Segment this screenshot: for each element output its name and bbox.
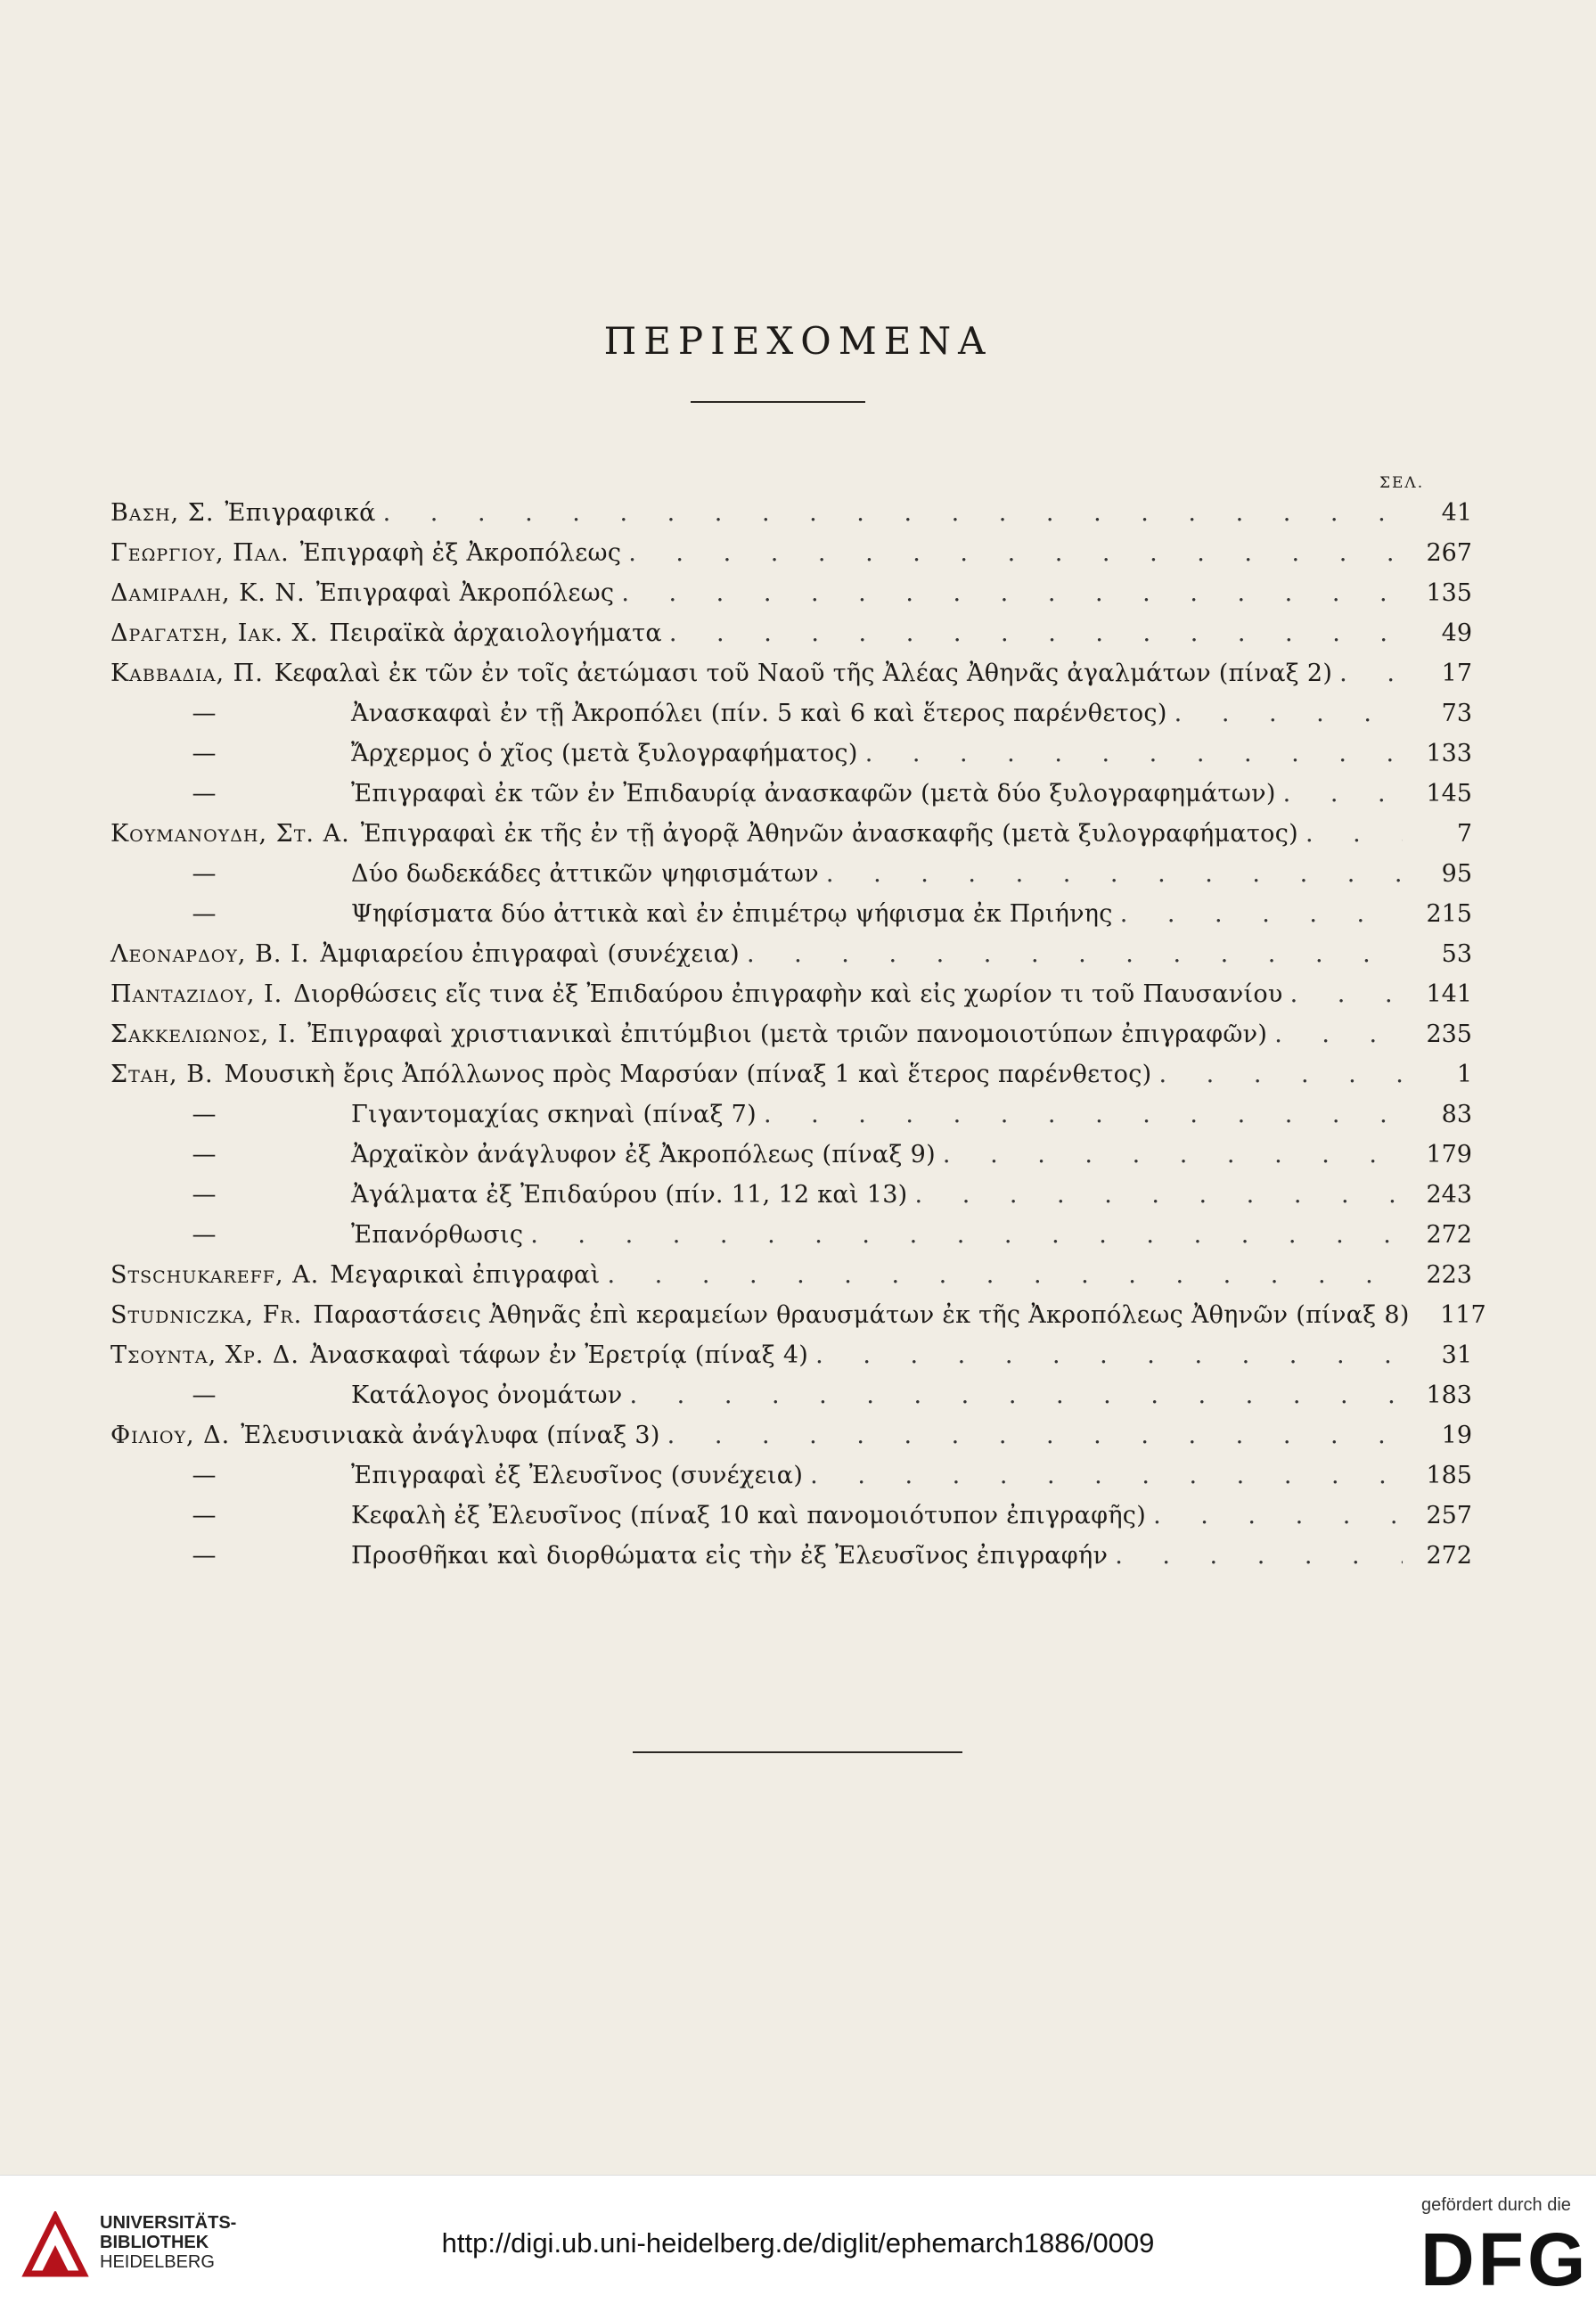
toc-entry	[110, 940, 1472, 980]
toc-author: Stschukareff, Α.	[110, 1261, 320, 1289]
toc-page-number: 267	[1426, 539, 1472, 567]
toc-leader-dots	[943, 1141, 1403, 1168]
toc-entry	[110, 1181, 1472, 1221]
toc-entry	[110, 1061, 1472, 1101]
toc-page-number: 183	[1426, 1381, 1472, 1409]
toc-title: Ἐπιγραφαὶ χριστιανικαὶ ἐπιτύμβιοι (μετὰ τριῶν πανομοιοτύπων ἐπιγραφῶν)	[307, 1021, 1268, 1048]
toc-page-number: 49	[1441, 619, 1472, 647]
toc-author: Τσουντα, Χρ. Δ.	[110, 1341, 299, 1369]
toc-entry	[110, 1301, 1486, 1341]
toc-entry	[110, 619, 1472, 660]
toc-title: Ἐπιγραφαὶ ἐκ τῆς ἐν τῇ ἀγορᾷ Ἀθηνῶν ἀνασκαφῆς (μετὰ ξυλογραφήματος)	[360, 820, 1298, 848]
toc-entry	[110, 820, 1472, 860]
toc-title: Ἐπιγραφικά	[225, 499, 376, 527]
permalink-url[interactable]: http://digi.ub.uni-heidelberg.de/diglit/ephemarch1886/0009	[441, 2227, 1155, 2259]
toc-leader-dots	[1305, 820, 1403, 848]
toc-leader-dots	[1115, 1542, 1403, 1570]
toc-leader-dots	[383, 499, 1403, 527]
toc-entry	[110, 980, 1472, 1021]
toc-title: Ἐπιγραφαὶ ἐκ τῶν ἐν Ἐπιδαυρίᾳ ἀνασκαφῶν (μετὰ δύο ξυλογραφημάτων)	[351, 780, 1276, 808]
toc-entry	[110, 539, 1472, 579]
toc-entry	[110, 1462, 1472, 1502]
toc-page-number: 117	[1440, 1301, 1486, 1329]
toc-author: Σακκελιωνος, Ι.	[110, 1021, 298, 1048]
toc-entry	[110, 780, 1472, 820]
toc-leader-dots	[810, 1462, 1403, 1489]
toc-leader-dots	[915, 1181, 1403, 1209]
toc-page-number: 133	[1426, 740, 1472, 767]
toc-entry	[110, 1381, 1472, 1422]
toc-author: Βαση, Σ.	[110, 499, 215, 527]
toc-title: Διορθώσεις εἴς τινα ἐξ Ἐπιδαύρου ἐπιγραφὴν καὶ εἰς χωρίον τι τοῦ Παυσανίου	[293, 980, 1283, 1008]
toc-page-number: 17	[1441, 660, 1472, 687]
toc-page-number: 73	[1441, 700, 1472, 727]
toc-title: Κατάλογος ὀνομάτων	[351, 1381, 623, 1409]
toc-leader-dots	[621, 579, 1403, 607]
toc-leader-dots	[530, 1221, 1403, 1249]
page-column-header: ΣΕΛ.	[1379, 474, 1425, 492]
toc-title: Μεγαρικαὶ ἐπιγραφαὶ	[330, 1261, 601, 1289]
toc-author-dash: —	[192, 900, 217, 928]
toc-author: Πανταζιδου, Ι.	[110, 980, 283, 1008]
toc-entry	[110, 700, 1472, 740]
toc-author-dash: —	[192, 740, 217, 767]
toc-page-number: 145	[1426, 780, 1472, 808]
toc-author: Σταη, Β.	[110, 1061, 214, 1088]
toc-leader-dots	[764, 1101, 1403, 1128]
toc-title: Ἄρχερμος ὁ χῖος (μετὰ ξυλογραφήματος)	[351, 740, 858, 767]
toc-author: Δραγατση, Ιακ. Χ.	[110, 619, 319, 647]
library-name-line2: BIBLIOTHEK	[100, 2233, 209, 2252]
toc-page-number: 185	[1426, 1462, 1472, 1489]
toc-title: Γιγαντομαχίας σκηναὶ (πίναξ 7)	[351, 1101, 757, 1128]
toc-title: Προσθῆκαι καὶ διορθώματα εἰς τὴν ἐξ Ἐλευσῖνος ἐπιγραφήν	[351, 1542, 1109, 1570]
toc-entry	[110, 1021, 1472, 1061]
toc-title: Ψηφίσματα δύο ἀττικὰ καὶ ἐν ἐπιμέτρῳ ψήφισμα ἐκ Πριήνης	[351, 900, 1113, 928]
viewer-footer	[0, 2175, 1596, 2312]
toc-page-number: 135	[1426, 579, 1472, 607]
toc-entry	[110, 900, 1472, 940]
dfg-logo: DFG	[1420, 2218, 1590, 2301]
toc-leader-dots	[669, 619, 1403, 647]
toc-leader-dots	[1120, 900, 1403, 928]
toc-author: Studniczka, Fr.	[110, 1301, 303, 1329]
toc-page-number: 272	[1426, 1221, 1472, 1249]
toc-page-number: 272	[1426, 1542, 1472, 1570]
title-divider	[691, 401, 865, 403]
toc-title: Ἐπιγραφαὶ Ἀκροπόλεως	[315, 579, 615, 607]
toc-leader-dots	[630, 1381, 1403, 1409]
toc-leader-dots	[607, 1261, 1403, 1289]
toc-title: Ἀγάλματα ἐξ Ἐπιδαύρου (πίν. 11, 12 καὶ 13)	[351, 1181, 908, 1209]
toc-title: Κεφαλαὶ ἐκ τῶν ἐν τοῖς ἀετώμασι τοῦ Ναοῦ τῆς Ἀλέας Ἀθηνᾶς ἀγαλμάτων (πίναξ 2)	[274, 660, 1333, 687]
toc-author: Φιλιου, Δ.	[110, 1422, 231, 1449]
toc-title: Ἐλευσινιακὰ ἀνάγλυφα (πίναξ 3)	[241, 1422, 660, 1449]
toc-page-number: 235	[1426, 1021, 1472, 1048]
toc-title: Κεφαλὴ ἐξ Ἐλευσῖνος (πίναξ 10 καὶ πανομοιότυπον ἐπιγραφῆς)	[351, 1502, 1147, 1529]
toc-page-number: 257	[1426, 1502, 1472, 1529]
toc-leader-dots	[865, 740, 1403, 767]
toc-entry	[110, 1341, 1472, 1381]
page-title: ΠΕΡΙΕΧΟΜΕΝΑ	[603, 319, 993, 364]
toc-page-number: 243	[1426, 1181, 1472, 1209]
toc-title: Παραστάσεις Ἀθηνᾶς ἐπὶ κεραμείων θραυσμάτων ἐκ τῆς Ἀκροπόλεως Ἀθηνῶν (πίναξ 8)	[313, 1301, 1410, 1329]
toc-leader-dots	[1158, 1061, 1403, 1088]
toc-page-number: 41	[1441, 499, 1472, 527]
toc-leader-dots	[628, 539, 1403, 567]
toc-title: Ἐπανόρθωσις	[351, 1221, 524, 1249]
toc-leader-dots	[1339, 660, 1403, 687]
toc-author-dash: —	[192, 1542, 217, 1570]
toc-entry	[110, 1221, 1472, 1261]
toc-author: Καββαδια, Π.	[110, 660, 264, 687]
toc-leader-dots	[815, 1341, 1403, 1369]
toc-leader-dots	[747, 940, 1403, 968]
toc-leader-dots	[1174, 700, 1403, 727]
library-name-line3: HEIDELBERG	[100, 2252, 215, 2272]
toc-author-dash: —	[192, 780, 217, 808]
toc-title: Ἐπιγραφὴ ἐξ Ἀκροπόλεως	[299, 539, 622, 567]
toc-page-number: 83	[1441, 1101, 1472, 1128]
toc-entry	[110, 660, 1472, 700]
toc-page-number: 223	[1426, 1261, 1472, 1289]
toc-author-dash: —	[192, 1101, 217, 1128]
toc-entry	[110, 1261, 1472, 1301]
library-name-line1: UNIVERSITÄTS-	[100, 2213, 237, 2233]
toc-leader-dots	[667, 1422, 1403, 1449]
toc-author-dash: —	[192, 1141, 217, 1168]
toc-page-number: 141	[1426, 980, 1472, 1008]
toc-leader-dots	[1153, 1502, 1403, 1529]
toc-title: Ἐπιγραφαὶ ἐξ Ἐλευσῖνος (συνέχεια)	[351, 1462, 804, 1489]
toc-page-number: 179	[1426, 1141, 1472, 1168]
toc-title: Ἀνασκαφαὶ ἐν τῇ Ἀκροπόλει (πίν. 5 καὶ 6 καὶ ἕτερος παρένθετος)	[351, 700, 1167, 727]
toc-author-dash: —	[192, 1181, 217, 1209]
toc-page-number: 7	[1456, 820, 1472, 848]
toc-title: Μουσικὴ ἔρις Ἀπόλλωνος πρὸς Μαρσύαν (πίναξ 1 καὶ ἕτερος παρένθετος)	[224, 1061, 1152, 1088]
table-of-contents	[110, 499, 1486, 1582]
funded-by-text: gefördert durch die	[1421, 2195, 1571, 2215]
toc-leader-dots	[1274, 1021, 1403, 1048]
toc-author: Γεωργιου, Παλ.	[110, 539, 290, 567]
toc-leader-dots	[826, 860, 1403, 888]
toc-entry	[110, 1542, 1472, 1582]
toc-entry	[110, 1141, 1472, 1181]
toc-leader-dots	[1283, 780, 1403, 808]
toc-page-number: 53	[1441, 940, 1472, 968]
toc-title: Δύο δωδεκάδες ἀττικῶν ψηφισμάτων	[351, 860, 819, 888]
toc-page-number: 95	[1441, 860, 1472, 888]
toc-title: Ἀρχαϊκὸν ἀνάγλυφον ἐξ Ἀκροπόλεως (πίναξ 9)	[351, 1141, 936, 1168]
toc-author-dash: —	[192, 1381, 217, 1409]
toc-entry	[110, 1101, 1472, 1141]
toc-page-number: 1	[1456, 1061, 1472, 1088]
toc-title: Ἀμφιαρείου ἐπιγραφαὶ (συνέχεια)	[320, 940, 740, 968]
toc-author-dash: —	[192, 700, 217, 727]
toc-author-dash: —	[192, 1462, 217, 1489]
toc-author-dash: —	[192, 1502, 217, 1529]
toc-page-number: 215	[1426, 900, 1472, 928]
toc-entry	[110, 1422, 1472, 1462]
toc-author: Λεοναρδου, Β. Ι.	[110, 940, 310, 968]
toc-entry	[110, 860, 1472, 900]
toc-title: Ἀνασκαφαὶ τάφων ἐν Ἐρετρίᾳ (πίναξ 4)	[310, 1341, 809, 1369]
toc-title: Πειραϊκὰ ἀρχαιολογήματα	[329, 619, 662, 647]
bottom-divider	[633, 1751, 962, 1753]
toc-author-dash: —	[192, 860, 217, 888]
toc-author: Δαμιραλη, Κ. Ν.	[110, 579, 306, 607]
toc-page-number: 31	[1441, 1341, 1472, 1369]
toc-entry	[110, 1502, 1472, 1542]
toc-page-number: 19	[1441, 1422, 1472, 1449]
toc-author-dash: —	[192, 1221, 217, 1249]
toc-author: Κουμανουδη, Στ. Α.	[110, 820, 350, 848]
toc-leader-dots	[1290, 980, 1403, 1008]
toc-entry	[110, 499, 1472, 539]
toc-entry	[110, 740, 1472, 780]
toc-entry	[110, 579, 1472, 619]
